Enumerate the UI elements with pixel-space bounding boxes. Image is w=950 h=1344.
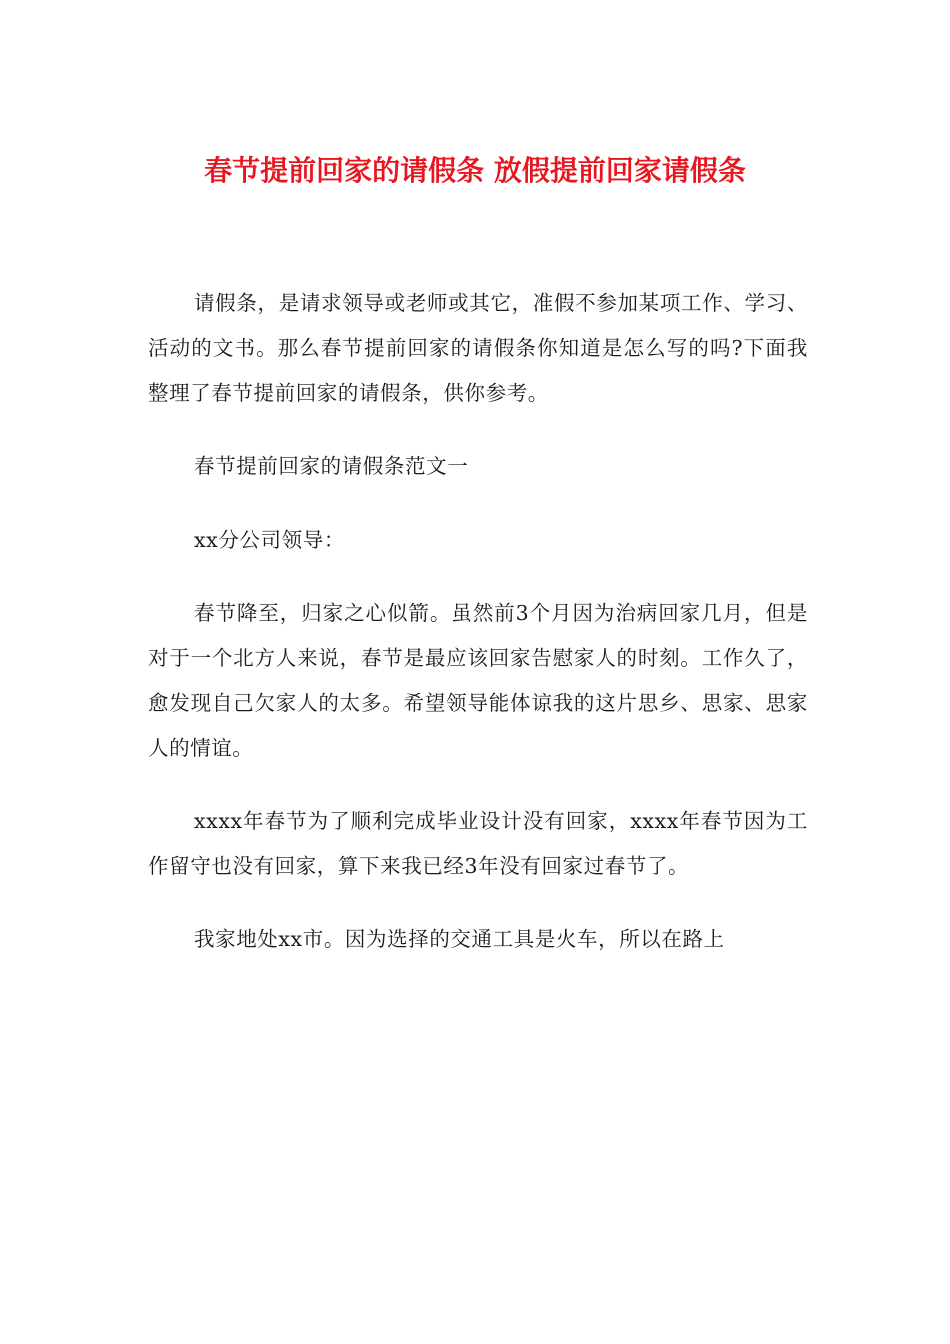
paragraph-travel: 我家地处xx市。因为选择的交通工具是火车，所以在路上 xyxy=(194,927,725,952)
paragraph-history: xxxx年春节为了顺利完成毕业设计没有回家，xxxx年春节因为工作留守也没有回家，算下来我已经3年没有回家过春节了。 xyxy=(148,809,808,879)
paragraph-reason: 春节降至，归家之心似箭。虽然前3个月因为治病回家几月，但是对于一个北方人来说，春节是最应该回家告慰家人的时刻。工作久了，愈发现自己欠家人的太多。希望领导能体谅我的这片思乡、思家、思家人的情谊。 xyxy=(148,600,808,760)
paragraph-intro: 请假条，是请求领导或老师或其它，准假不参加某项工作、学习、活动的文书。那么春节提前回家的请假条你知道是怎么写的吗?下面我整理了春节提前回家的请假条，供你参考。 xyxy=(148,291,808,405)
paragraph-salutation: xx分公司领导： xyxy=(194,527,345,552)
document-body xyxy=(148,281,808,991)
document-title: 春节提前回家的请假条 放假提前回家请假条 xyxy=(204,154,746,187)
paragraph-section-heading: 春节提前回家的请假条范文一 xyxy=(194,454,469,479)
